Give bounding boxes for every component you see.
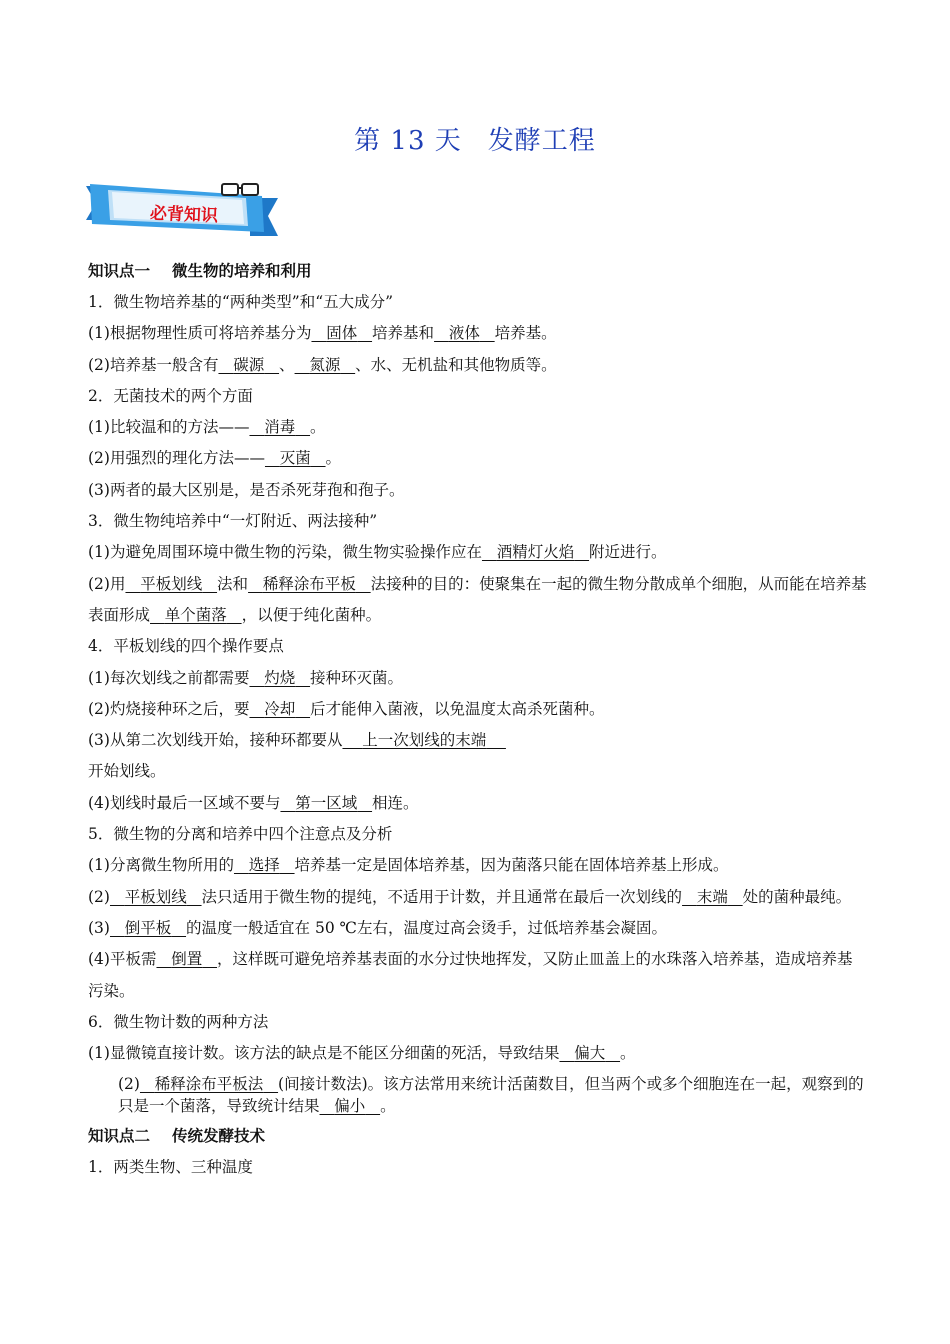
paragraph-line: (1)比较温和的方法—— 消毒 。 bbox=[88, 418, 326, 437]
paragraph-line: (1)每次划线之前都需要 灼烧 接种环灭菌。 bbox=[88, 668, 404, 687]
answer-blank: 稀释涂布平板法 bbox=[154, 1075, 264, 1094]
must-know-banner bbox=[84, 180, 280, 244]
page-title bbox=[0, 120, 950, 157]
answer-blank: 倒置 bbox=[171, 950, 203, 969]
answer-blank: 单个菌落 bbox=[164, 605, 227, 624]
item-heading: 5．微生物的分离和培养中四个注意点及分析 bbox=[88, 825, 393, 844]
item-heading: 3．微生物纯培养中“一灯附近、两法接种” bbox=[88, 512, 378, 531]
answer-blank: 冷却 bbox=[264, 699, 296, 718]
answer-blank: 酒精灯火焰 bbox=[496, 543, 575, 562]
answer-blank: 氮源 bbox=[309, 355, 341, 374]
answer-blank: 碳源 bbox=[233, 355, 265, 374]
paragraph-line: (1)显微镜直接计数。该方法的缺点是不能区分细菌的死活，导致结果 偏大 。 bbox=[88, 1044, 636, 1063]
paragraph-line: (1)根据物理性质可将培养基分为 固体 培养基和 液体 培养基。 bbox=[88, 324, 557, 343]
paragraph-line: (1)为避免周围环境中微生物的污染，微生物实验操作应在 酒精灯火焰 附近进行。 bbox=[88, 543, 667, 562]
answer-blank: 平板划线 bbox=[124, 887, 187, 906]
paragraph-line: (1)分离微生物所用的 选择 培养基一定是固体培养基，因为菌落只能在固体培养基上形成。 bbox=[88, 856, 729, 875]
answer-blank: 偏大 bbox=[574, 1044, 606, 1063]
section-heading-2: 知识点二 传统发酵技术 bbox=[88, 1127, 266, 1146]
answer-blank: 液体 bbox=[448, 324, 480, 343]
answer-blank: 选择 bbox=[248, 856, 280, 875]
glasses-icon bbox=[222, 184, 258, 195]
paragraph-line: (4)划线时最后一区域不要与 第一区域 相连。 bbox=[88, 793, 419, 812]
item-heading: 4．平板划线的四个操作要点 bbox=[88, 637, 284, 656]
knowledge-content bbox=[88, 256, 868, 1184]
answer-blank: 灼烧 bbox=[264, 668, 296, 687]
section-heading-1: 知识点一 微生物的培养和利用 bbox=[88, 262, 312, 280]
paragraph-line: (2) 平板划线 法只适用于微生物的提纯，不适用于计数，并且通常在最后一次划线的 末端 处的菌种最纯。 bbox=[88, 887, 852, 906]
paragraph-line: (2)培养基一般含有 碳源 、 氮源 、水、无机盐和其他物质等。 bbox=[88, 355, 557, 374]
paragraph-line: (2)灼烧接种环之后，要 冷却 后才能伸入菌液，以免温度太高杀死菌种。 bbox=[88, 699, 605, 718]
title-day: 第 13 天 bbox=[354, 126, 462, 156]
banner-label: 必背知识 bbox=[149, 203, 219, 227]
answer-blank: 末端 bbox=[696, 887, 728, 906]
paragraph-line: (2)用强烈的理化方法—— 灭菌 。 bbox=[88, 449, 342, 468]
answer-blank: 平板划线 bbox=[140, 574, 203, 593]
answer-blank: 上一次划线的末端 bbox=[362, 731, 487, 750]
item-heading: 1．微生物培养基的“两种类型”和“五大成分” bbox=[88, 293, 394, 311]
answer-blank: 倒平板 bbox=[124, 918, 172, 937]
item-heading: 2．无菌技术的两个方面 bbox=[88, 386, 253, 405]
paragraph-line: 开始划线。 bbox=[88, 762, 166, 781]
item-heading: 1．两类生物、三种温度 bbox=[88, 1158, 253, 1177]
paragraph-line: (3)两者的最大区别是，是否杀死芽孢和孢子。 bbox=[88, 480, 405, 499]
answer-blank: 灭菌 bbox=[279, 449, 311, 468]
paragraph-line: (4)平板需 倒置 ，这样既可避免培养基表面的水分过快地挥发，又防止皿盖上的水珠落入培养基，造成培养基污染。 bbox=[88, 950, 853, 1000]
answer-blank: 第一区域 bbox=[295, 793, 358, 812]
paragraph-line: (3)从第二次划线开始，接种环都要从 上一次划线的末端 bbox=[88, 725, 868, 756]
paragraph-line: (2) 稀释涂布平板法 (间接计数法)。该方法常用来统计活菌数目，但当两个或多个细胞连在一起，观察到的只是一个菌落，导致统计结果 偏小 。 bbox=[118, 1075, 864, 1116]
item-heading: 6．微生物计数的两种方法 bbox=[88, 1012, 269, 1031]
answer-blank: 稀释涂布平板 bbox=[262, 574, 356, 593]
answer-blank: 消毒 bbox=[264, 418, 296, 437]
answer-blank: 偏小 bbox=[334, 1097, 366, 1116]
title-topic: 发酵工程 bbox=[487, 126, 596, 156]
answer-blank: 固体 bbox=[326, 324, 358, 343]
paragraph-line: (2)用 平板划线 法和 稀释涂布平板 法接种的目的：使聚集在一起的微生物分散成单个细胞，从而能在培养基表面形成 单个菌落 ，以便于纯化菌种。 bbox=[88, 574, 867, 624]
paragraph-line: (3) 倒平板 的温度一般适宜在 50 ℃左右，温度过高会烫手，过低培养基会凝固。 bbox=[88, 918, 667, 937]
